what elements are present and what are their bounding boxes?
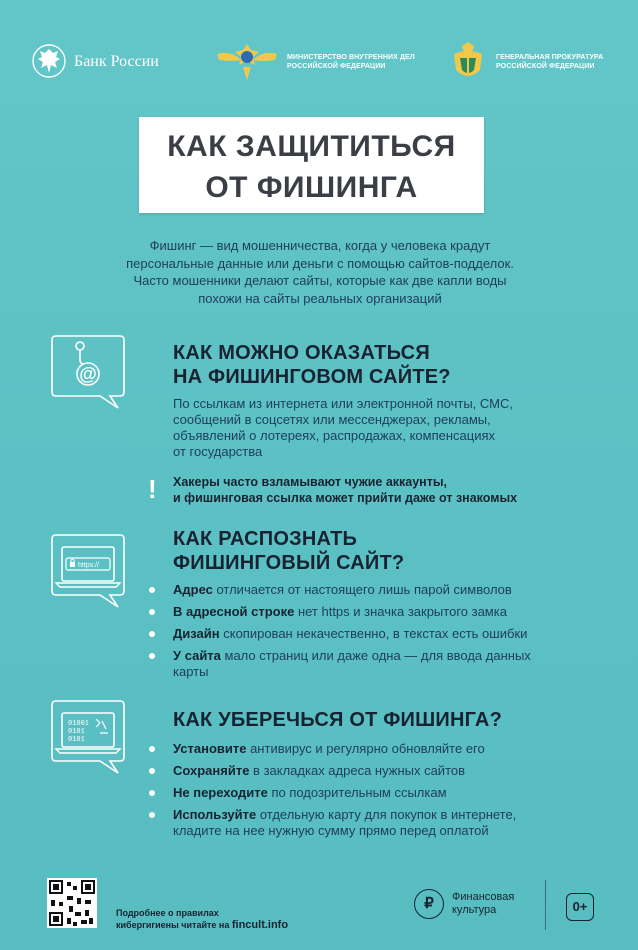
list-item: Адрес отличается от настоящего лишь парой символов xyxy=(149,582,589,598)
section2-heading-line1: КАК РАСПОЗНАТЬ xyxy=(173,528,358,550)
phishing-hook-icon xyxy=(44,334,132,414)
list-item: У сайта мало страниц или даже одна — для ввода данных карты xyxy=(149,648,553,680)
section1-body-line1: По ссылкам из интернета или электронной почты, СМС, xyxy=(173,396,513,411)
footer-more-info xyxy=(116,907,288,931)
section2-list xyxy=(149,582,589,686)
footer-more-line1: Подробнее о правилах xyxy=(116,908,219,918)
intro-line1: Фишинг — вид мошенничества, когда у человека крадут xyxy=(149,238,491,253)
laptop-binary-icon xyxy=(44,699,132,779)
list-item: Установите антивирус и регулярно обновляйте его xyxy=(149,741,569,757)
section1-heading-line2: НА ФИШИНГОВОМ САЙТЕ? xyxy=(173,366,451,388)
section3-list xyxy=(149,741,569,845)
mvd-name-line2: РОССИЙСКОЙ ФЕДЕРАЦИИ xyxy=(287,63,386,70)
section1-body-line4: от государства xyxy=(173,444,263,459)
section1-warning xyxy=(173,474,517,506)
title-line2: ОТ ФИШИНГА xyxy=(205,171,418,204)
footer-more-line2: кибергигиены читайте на xyxy=(116,920,232,930)
section1-heading-line1: КАК МОЖНО ОКАЗАТЬСЯ xyxy=(173,342,430,364)
laptop-https-icon xyxy=(44,533,132,613)
eagle-emblem-icon xyxy=(32,42,66,80)
intro-text xyxy=(80,237,560,307)
list-item: Сохраняйте в закладках адреса нужных сайтов xyxy=(149,763,569,779)
list-item: Дизайн скопирован некачественно, в текстах есть ошибки xyxy=(149,626,589,642)
bank-of-russia-logo xyxy=(32,42,182,82)
intro-line3: Часто мошенники делают сайты, которые как две капли воды xyxy=(133,273,507,288)
binary-line1: 01001 xyxy=(68,720,90,728)
mvd-logo xyxy=(215,40,445,85)
fin-culture-line2: культура xyxy=(452,904,497,916)
list-item: Используйте отдельную карту для покупок в интернете, кладите на нее нужную сумму прямо перед оплатой xyxy=(149,807,543,839)
section1-body xyxy=(173,396,513,460)
intro-line4: похожи на сайты реальных организаций xyxy=(198,290,442,306)
warning-line2: и фишинговая ссылка может прийти даже от знакомых xyxy=(173,491,518,505)
list-item: Не переходите по подозрительным ссылкам xyxy=(149,785,569,801)
footer-divider xyxy=(545,880,546,930)
binary-line3: 0101 xyxy=(68,736,85,744)
fin-culture-logo xyxy=(414,887,534,927)
mvd-name-line1: МИНИСТЕРСТВО ВНУТРЕННИХ ДЕЛ xyxy=(287,54,415,61)
binary-line2: 0101 xyxy=(68,728,85,736)
warning-line1: Хакеры часто взламывают чужие аккаунты, xyxy=(173,475,448,489)
section2-heading xyxy=(173,527,404,575)
qr-code-icon xyxy=(47,878,97,928)
prosecutor-name-line1: ГЕНЕРАЛЬНАЯ ПРОКУРАТУРА xyxy=(496,54,604,61)
warning-exclamation-icon: ! xyxy=(148,474,157,504)
intro-line2: персональные данные или деньги с помощью сайтов-подделок. xyxy=(126,255,514,271)
section1-heading xyxy=(173,341,451,389)
title-line1: КАК ЗАЩИТИТЬСЯ xyxy=(167,130,456,163)
prosecutor-name-line2: РОССИЙСКОЙ ФЕДЕРАЦИИ xyxy=(496,63,595,70)
fin-culture-line1: Финансовая xyxy=(452,891,515,903)
fincult-link[interactable]: fincult.info xyxy=(231,919,289,931)
prosecutor-emblem-icon xyxy=(450,40,486,82)
section2-heading-line2: ФИШИНГОВЫЙ САЙТ? xyxy=(173,552,405,574)
prosecutor-logo xyxy=(450,40,620,85)
qr-code[interactable] xyxy=(47,878,97,928)
bank-name: Банк России xyxy=(74,53,159,70)
list-item: В адресной строке нет https и значка закрытого замка xyxy=(149,604,589,620)
ruble-circle-icon: ₽ xyxy=(414,889,444,919)
mvd-emblem-icon xyxy=(215,40,279,84)
age-rating-badge: 0+ xyxy=(566,893,594,921)
section1-body-line3: объявлений о лотереях, распродажах, компенсациях xyxy=(173,428,495,443)
svg-text:@: @ xyxy=(79,364,97,384)
section3-heading: КАК УБЕРЕЧЬСЯ ОТ ФИШИНГА? xyxy=(173,709,502,731)
section1-body-line2: сообщений в соцсетях или мессенджерах, рекламы, xyxy=(173,412,491,427)
https-label: https:// xyxy=(78,562,100,569)
title-box xyxy=(139,117,484,213)
